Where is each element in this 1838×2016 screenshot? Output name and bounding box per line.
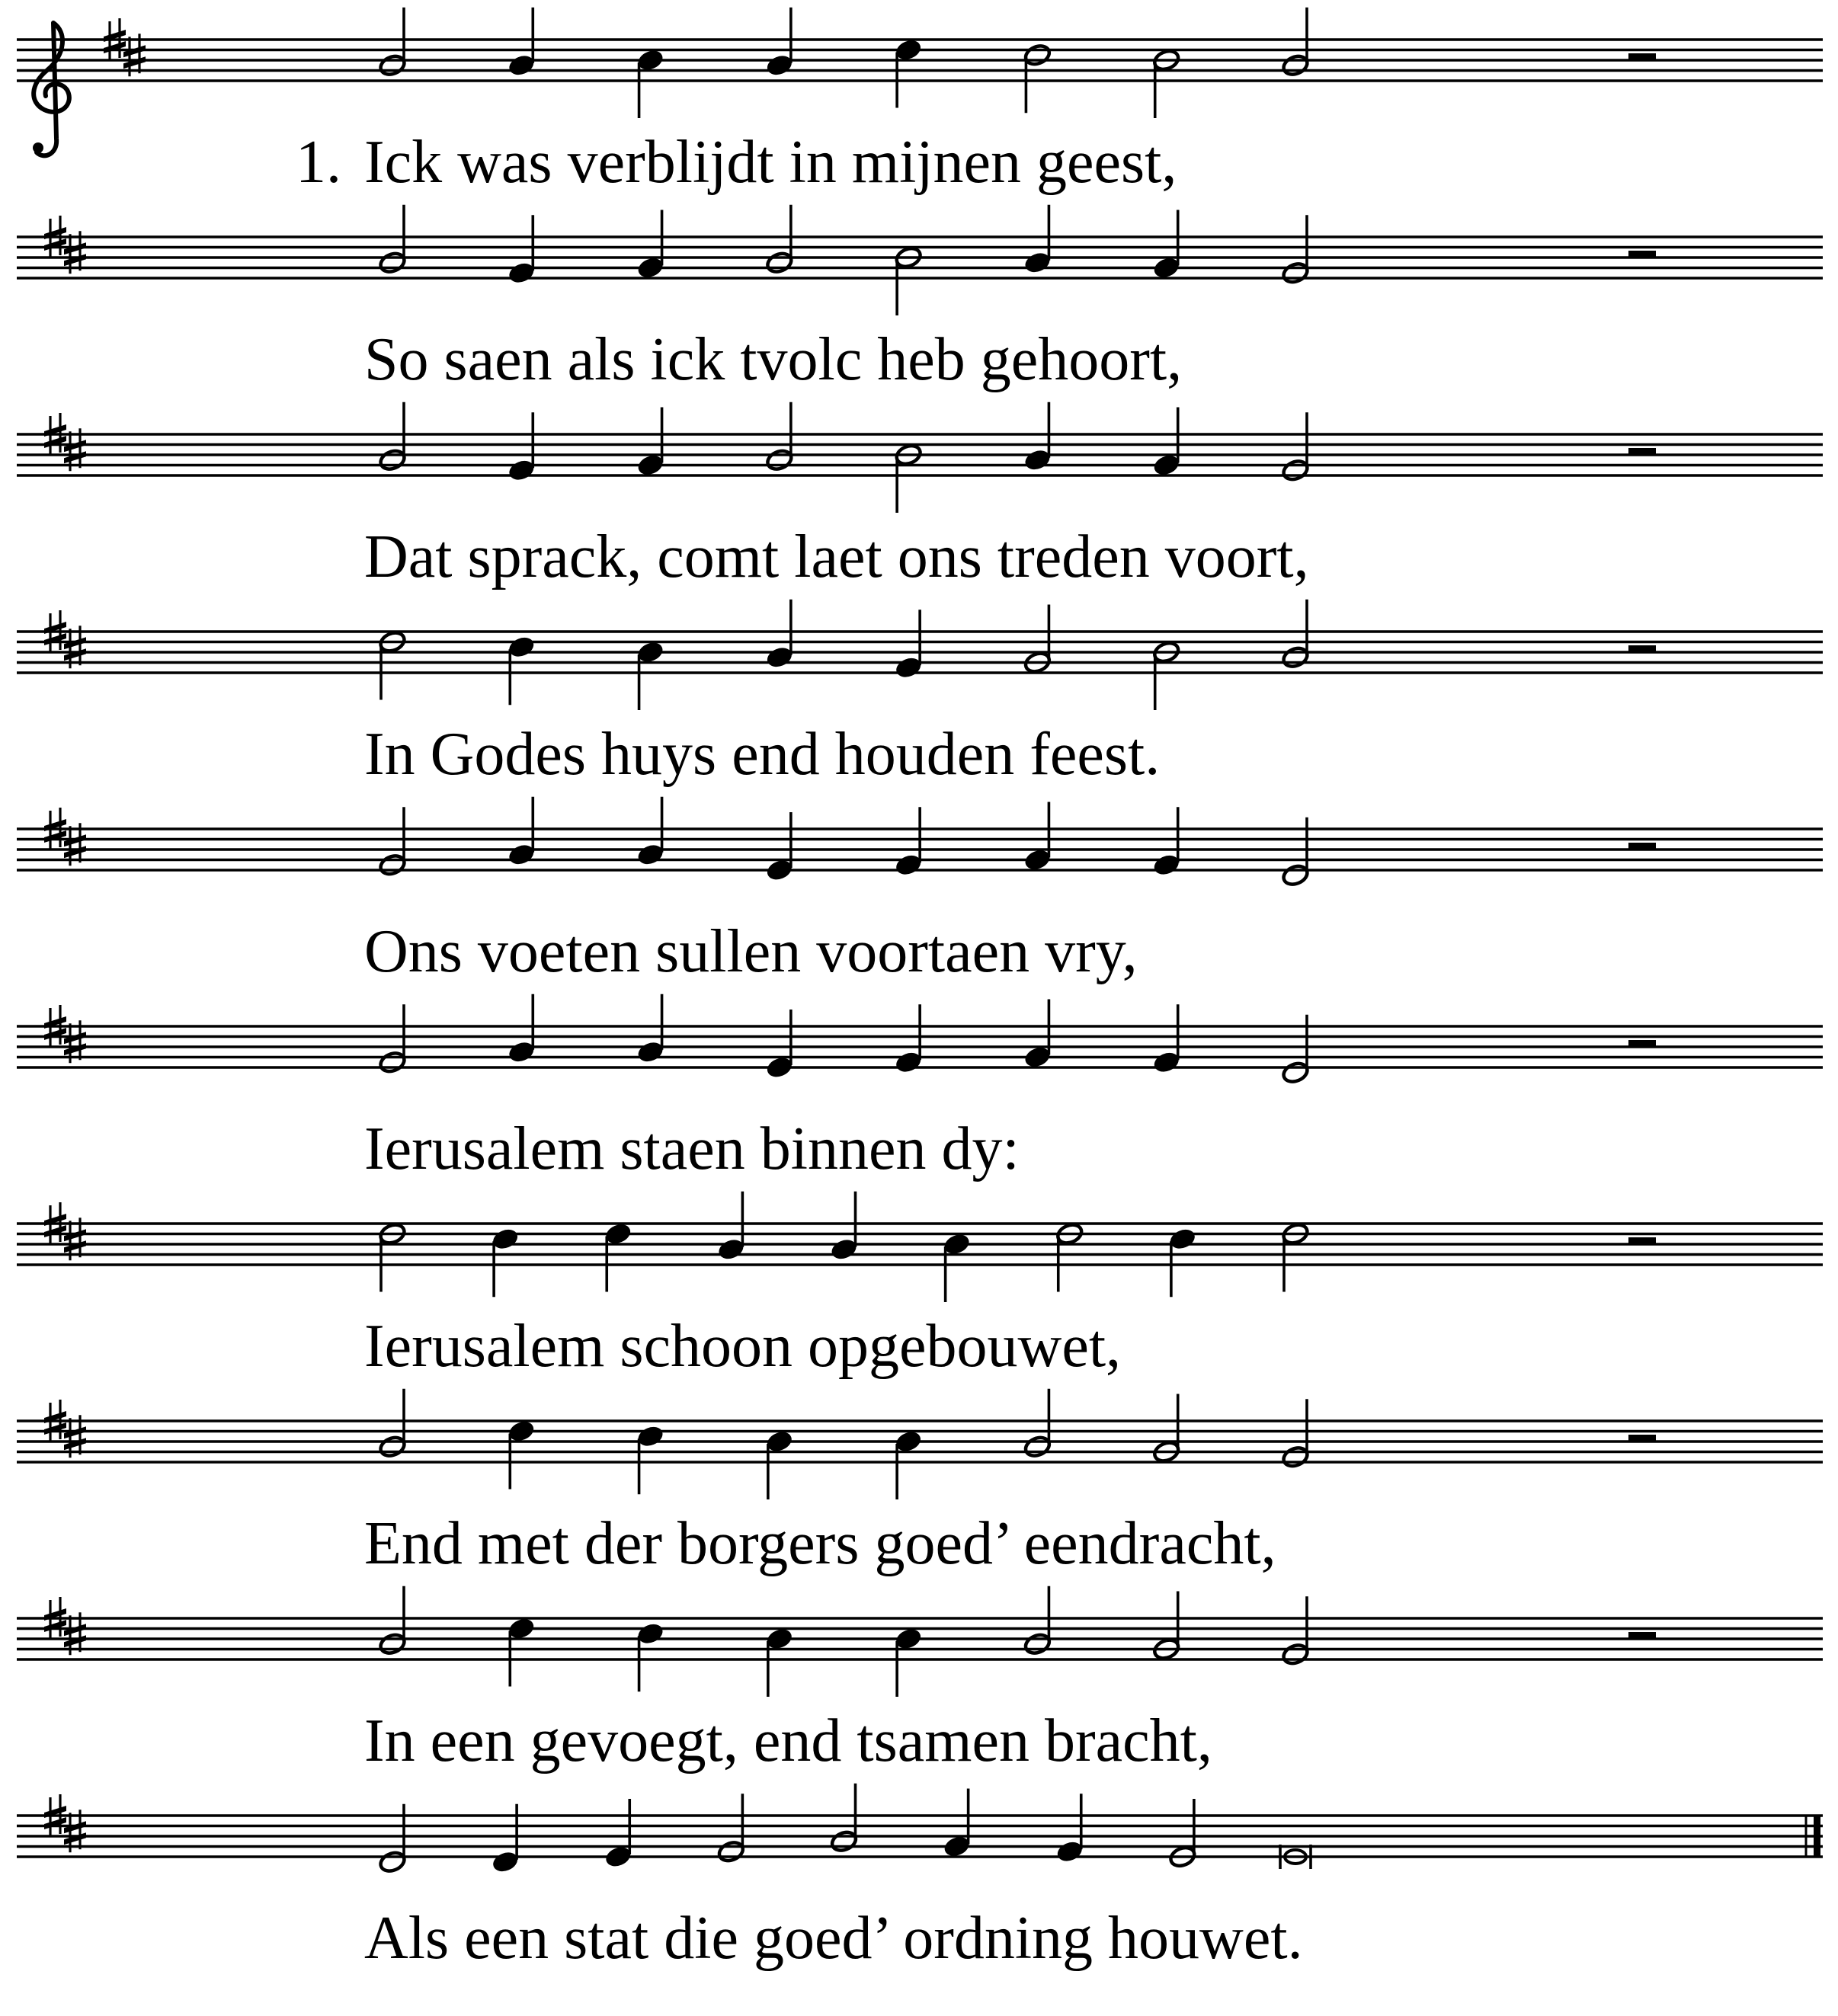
quarter-note [894, 1627, 923, 1697]
quarter-note [636, 797, 665, 867]
quarter-note [1023, 1000, 1052, 1070]
quarter-note [765, 1010, 794, 1080]
half-note [1152, 640, 1181, 710]
quarter-note [507, 1419, 536, 1489]
quarter-note [491, 1227, 520, 1297]
lyric-line: Ons voeten sullen voortaen vry, [364, 918, 1138, 985]
quarter-note [1152, 408, 1181, 478]
staff-system [17, 1784, 1823, 1972]
half-note [1023, 1586, 1052, 1656]
quarter-note [1168, 1227, 1197, 1297]
quarter-note [507, 215, 536, 285]
half-note [1023, 43, 1052, 113]
staff-system [17, 797, 1823, 985]
half-rest-icon [1628, 251, 1656, 258]
half-note [894, 443, 923, 513]
half-note [1281, 1596, 1310, 1666]
staff-system [17, 1389, 1823, 1577]
quarter-note [636, 210, 665, 280]
quarter-note [507, 8, 536, 78]
half-note [894, 245, 923, 315]
half-note [378, 1586, 407, 1656]
quarter-note [716, 1192, 745, 1262]
half-note [1281, 600, 1310, 670]
lyric-line: Ierusalem schoon opgebouwet, [364, 1313, 1122, 1380]
quarter-note [636, 1621, 665, 1691]
half-note [378, 205, 407, 275]
half-rest-icon [1628, 1435, 1656, 1442]
quarter-note [1023, 802, 1052, 872]
lyric-line: So saen als ick tvolc heb gehoort, [364, 326, 1183, 393]
half-note [716, 1794, 745, 1864]
half-note [378, 1389, 407, 1459]
quarter-note [636, 640, 665, 710]
quarter-note [1152, 807, 1181, 877]
half-note [378, 807, 407, 877]
quarter-note [507, 412, 536, 482]
half-rest-icon [1628, 1040, 1656, 1047]
half-note [1281, 1399, 1310, 1469]
half-note [1281, 1221, 1310, 1291]
quarter-note [1152, 210, 1181, 280]
half-note [1055, 1221, 1084, 1291]
quarter-note [636, 1424, 665, 1494]
half-note [1152, 1592, 1181, 1662]
quarter-note [1023, 402, 1052, 472]
quarter-note [894, 1004, 923, 1074]
lyric-line: In Godes huys end houden feest. [364, 721, 1161, 788]
quarter-note [1023, 205, 1052, 275]
staff-system [17, 8, 1823, 196]
half-rest-icon [1628, 1632, 1656, 1639]
quarter-note [894, 807, 923, 877]
half-note [378, 1004, 407, 1074]
quarter-note [894, 610, 923, 680]
quarter-note [830, 1192, 859, 1262]
quarter-note [1152, 1004, 1181, 1074]
half-note [1023, 605, 1052, 675]
half-note [1281, 215, 1310, 285]
half-note [378, 8, 407, 78]
staff-system [17, 205, 1823, 393]
lyric-line: Als een stat die goed’ ordning houwet. [364, 1905, 1303, 1972]
lyric-line: Ierusalem staen binnen dy: [364, 1115, 1020, 1182]
half-rest-icon [1628, 448, 1656, 455]
half-note [378, 629, 407, 699]
quarter-note [894, 37, 923, 107]
half-note [1281, 8, 1310, 78]
quarter-note [507, 797, 536, 867]
quarter-note [604, 1799, 632, 1869]
quarter-note [765, 600, 794, 670]
half-note [1023, 1389, 1052, 1459]
final-barline [1814, 1816, 1820, 1857]
half-note [765, 402, 794, 472]
half-rest-icon [1628, 1237, 1656, 1244]
staff-system [17, 994, 1823, 1182]
staff-system [17, 600, 1823, 788]
quarter-note [636, 994, 665, 1064]
quarter-note [1055, 1794, 1084, 1864]
quarter-note [604, 1221, 632, 1291]
half-rest-icon [1628, 645, 1656, 652]
quarter-note [765, 8, 794, 78]
quarter-note [507, 994, 536, 1064]
half-note [1152, 48, 1181, 118]
treble-clef-icon [33, 23, 69, 155]
half-note [830, 1784, 859, 1854]
lyric-line: End met der borgers goed’ eendracht, [364, 1510, 1276, 1577]
quarter-note [636, 408, 665, 478]
lyric-line: Dat sprack, comt laet ons treden voort, [364, 523, 1309, 590]
half-rest-icon [1628, 843, 1656, 850]
lyric-line: Ick was verblijdt in mijnen geest, [364, 129, 1177, 196]
quarter-note [894, 1429, 923, 1499]
half-note [378, 402, 407, 472]
quarter-note [636, 48, 665, 118]
lyric-line: In een gevoegt, end tsamen bracht, [364, 1707, 1212, 1774]
quarter-note [765, 1429, 794, 1499]
quarter-note [507, 635, 536, 705]
half-note [1152, 1394, 1181, 1464]
staff-system [17, 402, 1823, 590]
quarter-note [765, 812, 794, 882]
staff-system [17, 1586, 1823, 1774]
half-note [1281, 412, 1310, 482]
half-note [378, 1221, 407, 1291]
quarter-note [943, 1789, 972, 1859]
half-note [765, 205, 794, 275]
quarter-note [943, 1232, 972, 1302]
quarter-note [507, 1616, 536, 1686]
half-note [1168, 1799, 1197, 1869]
staff-system [17, 1192, 1823, 1380]
quarter-note [765, 1627, 794, 1697]
verse-number: 1. [296, 129, 341, 196]
half-rest-icon [1628, 53, 1656, 60]
